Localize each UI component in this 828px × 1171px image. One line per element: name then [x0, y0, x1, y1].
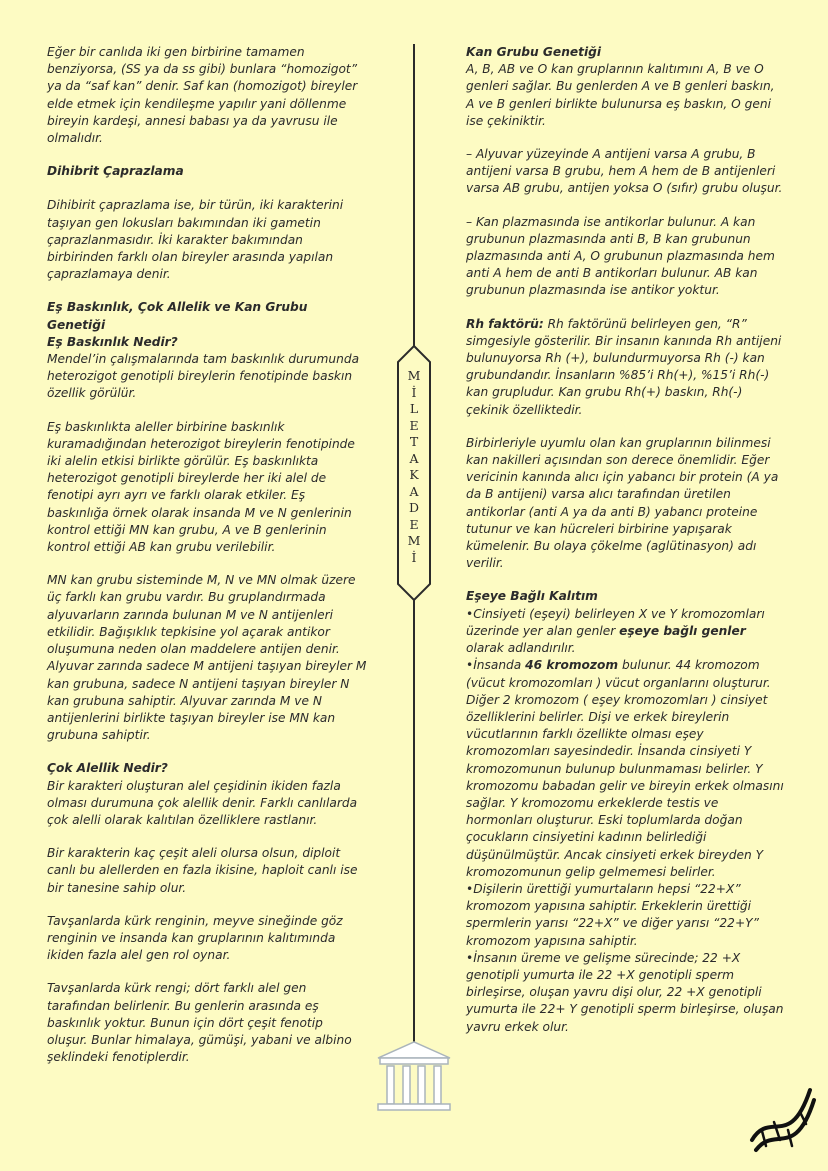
- dihibrit-section: [47, 163, 367, 283]
- kan-grubu-paragraph: A, B, AB ve O kan gruplarının kalıtımını A, B ve O genleri sağlar. Bu genlerden A ve B genleri baskın, A ve B genleri birlikte bulunursa eş baskın, O geni ise çekiniktir.: [466, 62, 775, 128]
- intro-paragraph: Eğer bir canlıda iki gen birbirine tamamen benziyorsa, (SS ya da ss gibi) bunlara “homozigot” ya da “saf kan” denir. Saf kan (homozigot) bireyler elde etmek için kendileşme yapılır yani döllenme bireyin kardeşi, annesi babası ya da yavrusu ile olmalıdır.: [47, 45, 358, 146]
- dihibrit-paragraph: Dihibirit çaprazlama ise, bir türün, iki karakterini taşıyan gen lokusları bakımından iki gametin çaprazlanmasıdır. İki karakter bakımından birbirinden farklı olan bireyler arasında yapılan çaprazlamaya denir.: [47, 198, 344, 282]
- bullet-3: •Dişilerin ürettiği yumurtaların hepsi “22+X” kromozom yapısına sahiptir. Erkeklerin ürettiği spermlerin yarısı “22+X” ve diğer yarısı “22+Y” kromozom yapısına sahiptir.: [466, 881, 759, 948]
- kan-grubu-section: [466, 44, 786, 130]
- alyuvar-paragraph: – Alyuvar yüzeyinde A antijeni varsa A grubu, B antijeni varsa B grubu, hem A hem de B antijenleri varsa AB grubu, antijen yoksa O (sıfır) grubu oluşur.: [466, 147, 783, 196]
- rh-label: Rh faktörü:: [466, 316, 544, 331]
- cok-alellik-paragraph-1: Bir karakteri oluşturan alel çeşidinin ikiden fazla olması durumuna çok alellik denir. Farklı canlılarda çok alelli olarak kalıtılan özelliklere rastlanır.: [47, 778, 358, 827]
- left-column: [47, 44, 367, 1082]
- rh-text: Rh faktörünü belirleyen gen, “R” simgesiyle gösterilir. Bir insanın kanında Rh antijeni bulunuyorsa Rh (+), bulundurmuyorsa Rh (-) kan grubundandır. İnsanların %85’i Rh(+), %15’i Rh(-) kan grupludur. Kan grubu Rh(+) baskın, Rh(-) çekinik özelliktedir.: [466, 316, 782, 417]
- cok-alellik-heading: Çok Alellik Nedir?: [47, 761, 168, 776]
- cok-alellik-paragraph-3: Tavşanlarda kürk renginin, meyve sineğinde göz renginin ve insanda kan gruplarının kalıtımında ikiden fazla alel gen rol oynar.: [47, 913, 343, 963]
- bullet-2: •İnsanda 46 kromozom bulunur. 44 kromozom (vücut kromozomları ) vücut organlarını oluşturur. Diğer 2 kromozom ( eşey kromozomları ) cinsiyet özelliklerini belirler. Dişi ve erkek bireylerin vücutlarının farklı özellikte olması eşey kromozomları sayesindedir. İnsanda cinsiyeti Y kromozomunun bulunup bulunmaması belirler. Y kromozomu babadan gelir ve bireyin erkek olmasını sağlar. Y kromozomu erkeklerde testis ve hormonları oluşturur. Eski toplumlarda doğan çocukların cinsiyetini kadının belirlediği düşünülmüştür. Ancak cinsiyeti erkek bireyden Y kromozomunun gelip gelmemesi belirler.: [466, 658, 784, 879]
- es-baskinlik-title: Eş Baskınlık, Çok Allelik ve Kan Grubu Genetiği: [47, 300, 308, 332]
- es-baskinlik-subtitle: Eş Baskınlık Nedir?: [47, 334, 178, 349]
- eseye-bagli-section: [466, 588, 786, 1035]
- temple-icon: [378, 1042, 450, 1110]
- uyum-paragraph: Birbirleriyle uyumlu olan kan gruplarının bilinmesi kan nakilleri açısından son derece önemlidir. Eğer vericinin kanında alıcı için yabancı bir protein (A ya da B antijeni) varsa alıcı tarafından üretilen antikorlar (anti A ya da anti B) yabancı proteine tutunur ve kan hücreleri birbirine yapışarak kümelenir. Bu olaya çökelme (aglütinasyon) adı verilir.: [466, 435, 779, 571]
- cok-alellik-paragraph-4: Tavşanlarda kürk rengi; dört farklı alel gen tarafından belirlenir. Bu genlerin arasında eş baskınlık yoktur. Bunun için dört çeşit fenotip oluşur. Bunlar himalaya, gümüşi, yabani ve albino şeklindeki fenotiplerdir.: [47, 981, 352, 1065]
- dihibrit-heading: Dihibrit Çaprazlama: [47, 164, 184, 179]
- bullet-4: •İnsanın üreme ve gelişme sürecinde; 22 +X genotipli yumurta ile 22 +X genotipli sperm birleşirse, oluşan yavru dişi olur, 22 +X genotipli yumurta ile 22+ Y genotipli sperm birleşirse, oluşan yavru erkek olur.: [466, 950, 784, 1034]
- eseye-bagli-heading: Eşeye Bağlı Kalıtım: [466, 589, 598, 604]
- es-baskinlik-section: [47, 299, 367, 402]
- vertical-brand-title: M İ L E T A K A D E M İ: [407, 368, 421, 565]
- kan-grubu-heading: Kan Grubu Genetiği: [466, 45, 602, 59]
- rh-paragraph: [466, 316, 786, 419]
- cok-alellik-section: [47, 760, 367, 829]
- es-baskinlik-paragraph-1: Mendel’in çalışmalarında tam baskınlık durumunda heterozigot genotipli bireylerin fenotipinde baskın özellik görülür.: [47, 352, 360, 401]
- right-column: [466, 44, 786, 1052]
- cok-alellik-paragraph-2: Bir karakterin kaç çeşit aleli olursa olsun, diploit canlı bu alellerden en fazla ikisine, haploit canlı ise bir tanesine sahip olur.: [47, 846, 358, 895]
- dna-icon: [752, 1090, 814, 1150]
- mn-paragraph: MN kan grubu sisteminde M, N ve MN olmak üzere üç farklı kan grubu vardır. Bu gruplandırmada alyuvarların zarında bulunan M ve N antijenleri etkilidir. Bağışıklık tepkisine yol açarak antikor oluşumuna neden olan maddelere antijen denir. Alyuvar zarında sadece M antijeni taşıyan bireyler M kan grubuna, sadece N antijeni taşıyan bireyler N kan grubuna sahiptir. Alyuvar zarında M ve N antijenlerini birlikte taşıyan bireyler ise MN kan grubuna sahiptir.: [47, 573, 367, 743]
- es-baskinlik-paragraph-2: Eş baskınlıkta aleller birbirine baskınlık kuramadığından heterozigot bireylerin fenotipinde iki alelin etkisi birlikte görülür. Eş baskınlıkta heterozigot genotipli bireylerde her iki alel de fenotipi ayrı ayrı ve farklı olarak etkiler. Eş baskınlığa örnek olarak insanda M ve N genlerinin kontrol ettiği MN kan grubu, A ve B genlerinin kontrol ettiği AB kan grubu verilebilir.: [47, 419, 355, 555]
- plazma-paragraph: – Kan plazmasında ise antikorlar bulunur. A kan grubunun plazmasında anti B, B kan grubunun plazmasında anti A, O grubunun plazmasında hem anti A hem de anti B antikorları bulunur. AB kan grubunun plazmasında ise antikor yoktur.: [466, 214, 775, 298]
- bullet-1: •Cinsiyeti (eşeyi) belirleyen X ve Y kromozomları üzerinde yer alan genler eşeye bağlı genler olarak adlandırılır.: [466, 606, 765, 656]
